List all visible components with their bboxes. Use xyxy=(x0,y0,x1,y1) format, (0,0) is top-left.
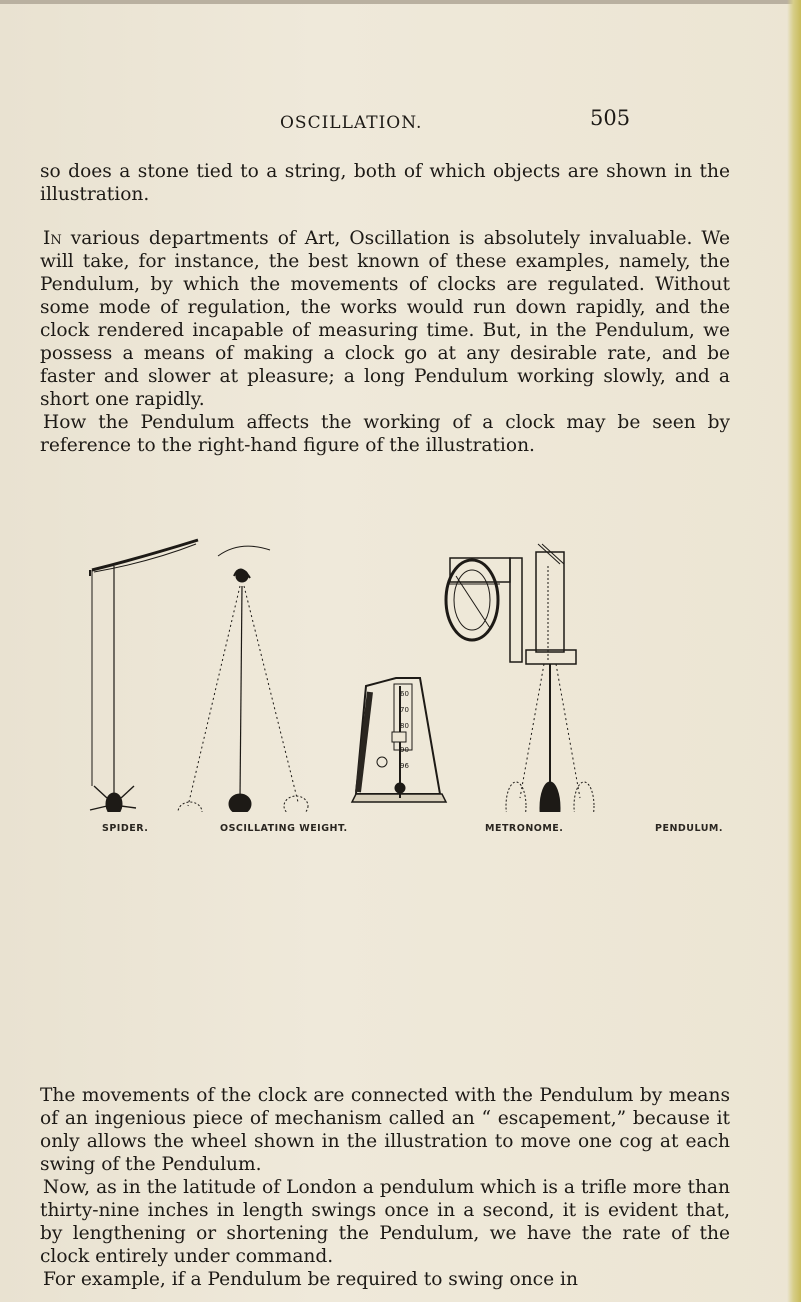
paragraph-2-body: various departments of Art, Oscillation is absolutely invaluable. We will take, for instance, the best known of these examples, namely, the Pendulum, by which the movements of clocks are regulated. Without some mode of regulation, the works would run down rapidly, and the clock rendered incapable of measuring time. But, in the Pendulum, we possess a means of making a clock go at any desirable rate, and be faster and slower at pleasure; a long Pendulum working slowly, and a short one rapidly. xyxy=(40,228,730,410)
pendulum-drawing xyxy=(446,544,594,812)
paragraph-2-lead: In xyxy=(43,228,62,249)
paragraph-1: so does a stone tied to a string, both of which objects are shown in the illustration. xyxy=(40,161,730,205)
caption-spider: SPIDER. xyxy=(102,823,149,834)
metronome-scale-label: 70 xyxy=(400,706,409,714)
caption-metronome: METRONOME. xyxy=(485,823,564,834)
metronome-scale-label: 60 xyxy=(400,690,409,698)
paragraph-6: For example, if a Pendulum be required to swing once in xyxy=(43,1269,578,1290)
illustration-figure xyxy=(80,536,740,812)
paragraph-3: How the Pendulum affects the working of a clock may be seen by reference to the right-hand figure of the illustration. xyxy=(40,412,730,456)
top-rule xyxy=(0,0,801,4)
text-block-bottom xyxy=(40,1084,730,1291)
paragraph-4: The movements of the clock are connected with the Pendulum by means of an ingenious piece of mechanism called an “ escapement,” because it only allows the wheel shown in the illustration to move one cog at each swing of the Pendulum. xyxy=(40,1085,730,1175)
caption-oscillating-weight: OSCILLATING WEIGHT. xyxy=(220,823,348,834)
metronome-drawing xyxy=(352,678,446,802)
spider-drawing xyxy=(90,540,198,812)
metronome-scale-label: 96 xyxy=(400,762,409,770)
running-head: OSCILLATION. xyxy=(280,113,423,133)
caption-pendulum: PENDULUM. xyxy=(655,823,723,834)
paragraph-5: Now, as in the latitude of London a pendulum which is a trifle more than thirty-nine inches in length swings once in a second, it is evident that, by lengthening or shortening the Pendulum, we have the rate of the clock entirely under command. xyxy=(40,1177,730,1267)
oscillating-weight-drawing xyxy=(178,546,308,812)
metronome-scale-label: 90 xyxy=(400,746,409,754)
metronome-scale xyxy=(400,690,409,770)
text-block-top xyxy=(40,160,730,206)
metronome-scale-label: 80 xyxy=(400,722,409,730)
paragraph-2 xyxy=(40,227,730,411)
page-edge xyxy=(787,0,801,1302)
page-number: 505 xyxy=(590,106,631,130)
text-block-middle xyxy=(40,227,730,457)
illustration-drawing xyxy=(80,536,740,812)
